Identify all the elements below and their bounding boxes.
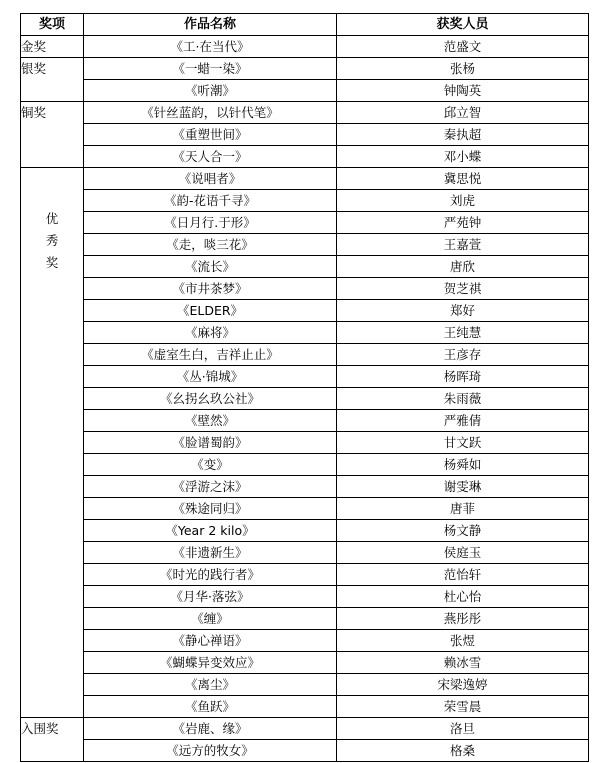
winner-name-cell: 严苑钟 — [337, 212, 589, 234]
table-row — [21, 58, 589, 80]
work-title-cell: 《ELDER》 — [84, 300, 337, 322]
winner-name-cell: 格桑 — [337, 740, 589, 762]
winner-name-cell: 甘文跃 — [337, 432, 589, 454]
winner-name-cell: 杨文静 — [337, 520, 589, 542]
awards-table — [20, 13, 589, 762]
award-category-cell: 金奖 — [21, 36, 84, 58]
winner-name-cell: 王纯慧 — [337, 322, 589, 344]
winner-name-cell: 杨晖琦 — [337, 366, 589, 388]
winner-name-cell: 贺芝祺 — [337, 278, 589, 300]
table-row — [21, 146, 589, 168]
table-body — [21, 36, 589, 762]
work-title-cell: 《说唱者》 — [84, 168, 337, 190]
table-row — [21, 608, 589, 630]
winner-name-cell: 郑好 — [337, 300, 589, 322]
winner-name-cell: 邱立智 — [337, 102, 589, 124]
winner-name-cell: 范盛文 — [337, 36, 589, 58]
work-title-cell: 《蝴蝶异变效应》 — [84, 652, 337, 674]
winner-name-cell: 唐菲 — [337, 498, 589, 520]
table-row — [21, 278, 589, 300]
table-row — [21, 498, 589, 520]
winner-name-cell: 冀思悦 — [337, 168, 589, 190]
work-title-cell: 《韵-花语千寻》 — [84, 190, 337, 212]
table-row — [21, 410, 589, 432]
winner-name-cell: 唐欣 — [337, 256, 589, 278]
work-title-cell: 《脸谱蜀韵》 — [84, 432, 337, 454]
table-row — [21, 234, 589, 256]
table-row — [21, 476, 589, 498]
work-title-cell: 《麻将》 — [84, 322, 337, 344]
winner-name-cell: 谢雯琳 — [337, 476, 589, 498]
table-row — [21, 300, 589, 322]
table-row — [21, 168, 589, 190]
winner-name-cell: 杨舜如 — [337, 454, 589, 476]
table-row — [21, 740, 589, 762]
work-title-cell: 《缠》 — [84, 608, 337, 630]
table-row — [21, 36, 589, 58]
winner-name-cell: 燕彤彤 — [337, 608, 589, 630]
winner-name-cell: 朱雨薇 — [337, 388, 589, 410]
winner-name-cell: 张煜 — [337, 630, 589, 652]
table-row — [21, 718, 589, 740]
header-row — [21, 14, 589, 36]
table-row — [21, 454, 589, 476]
winner-name-cell: 侯庭玉 — [337, 542, 589, 564]
work-title-cell: 《重塑世间》 — [84, 124, 337, 146]
work-title-cell: 《月华·落弦》 — [84, 586, 337, 608]
winner-name-cell: 范怡轩 — [337, 564, 589, 586]
work-title-cell: 《变》 — [84, 454, 337, 476]
winner-name-cell: 秦执超 — [337, 124, 589, 146]
work-title-cell: 《浮游之沫》 — [84, 476, 337, 498]
table-row — [21, 124, 589, 146]
winner-name-cell: 钟陶英 — [337, 80, 589, 102]
work-title-cell: 《市井茶梦》 — [84, 278, 337, 300]
header-work: 作品名称 — [84, 14, 337, 36]
table-row — [21, 102, 589, 124]
winner-name-cell: 刘虎 — [337, 190, 589, 212]
table-row — [21, 80, 589, 102]
winner-name-cell: 洛旦 — [337, 718, 589, 740]
award-category-char: 优 — [45, 211, 59, 226]
table-row — [21, 256, 589, 278]
work-title-cell: 《流长》 — [84, 256, 337, 278]
winner-name-cell: 王彦存 — [337, 344, 589, 366]
table-row — [21, 388, 589, 410]
table-row — [21, 432, 589, 454]
winner-name-cell: 杜心怡 — [337, 586, 589, 608]
table-row — [21, 190, 589, 212]
table-row — [21, 344, 589, 366]
winner-name-cell: 宋梁逸婷 — [337, 674, 589, 696]
award-category-char: 奖 — [45, 255, 59, 270]
winner-name-cell: 张杨 — [337, 58, 589, 80]
work-title-cell: 《远方的牧女》 — [84, 740, 337, 762]
work-title-cell: 《丛·锦城》 — [84, 366, 337, 388]
award-category-cell: 铜奖 — [21, 102, 84, 168]
work-title-cell: 《听潮》 — [84, 80, 337, 102]
award-category-cell: 入围奖 — [21, 718, 84, 762]
table-row — [21, 520, 589, 542]
work-title-cell: 《针丝蓝韵，以针代笔》 — [84, 102, 337, 124]
table-row — [21, 212, 589, 234]
table-row — [21, 586, 589, 608]
table-row — [21, 564, 589, 586]
work-title-cell: 《日月行.于形》 — [84, 212, 337, 234]
award-category-cell: 银奖 — [21, 58, 84, 102]
work-title-cell: 《天人合一》 — [84, 146, 337, 168]
winner-name-cell: 荣雪晨 — [337, 696, 589, 718]
winner-name-cell: 邓小蝶 — [337, 146, 589, 168]
winner-name-cell: 严雅倩 — [337, 410, 589, 432]
winner-name-cell: 赖冰雪 — [337, 652, 589, 674]
work-title-cell: 《工·在当代》 — [84, 36, 337, 58]
table-row — [21, 630, 589, 652]
work-title-cell: 《殊途同归》 — [84, 498, 337, 520]
table-row — [21, 322, 589, 344]
table-row — [21, 674, 589, 696]
work-title-cell: 《虚室生白，吉祥止止》 — [84, 344, 337, 366]
header-award: 奖项 — [21, 14, 84, 36]
work-title-cell: 《一蜡一染》 — [84, 58, 337, 80]
work-title-cell: 《时光的践行者》 — [84, 564, 337, 586]
table-row — [21, 652, 589, 674]
table-header — [21, 14, 589, 36]
table-row — [21, 542, 589, 564]
header-person: 获奖人员 — [337, 14, 589, 36]
work-title-cell: 《岩鹿、缘》 — [84, 718, 337, 740]
work-title-cell: 《幺拐幺玖公社》 — [84, 388, 337, 410]
table-row — [21, 366, 589, 388]
work-title-cell: 《非遗新生》 — [84, 542, 337, 564]
work-title-cell: 《静心禅语》 — [84, 630, 337, 652]
winner-name-cell: 王嘉萱 — [337, 234, 589, 256]
award-category-char: 秀 — [45, 233, 59, 248]
work-title-cell: 《离尘》 — [84, 674, 337, 696]
work-title-cell: 《走，啖三花》 — [84, 234, 337, 256]
award-category-cell — [21, 168, 84, 718]
work-title-cell: 《Year 2 kilo》 — [84, 520, 337, 542]
work-title-cell: 《壁然》 — [84, 410, 337, 432]
work-title-cell: 《鱼跃》 — [84, 696, 337, 718]
table-row — [21, 696, 589, 718]
